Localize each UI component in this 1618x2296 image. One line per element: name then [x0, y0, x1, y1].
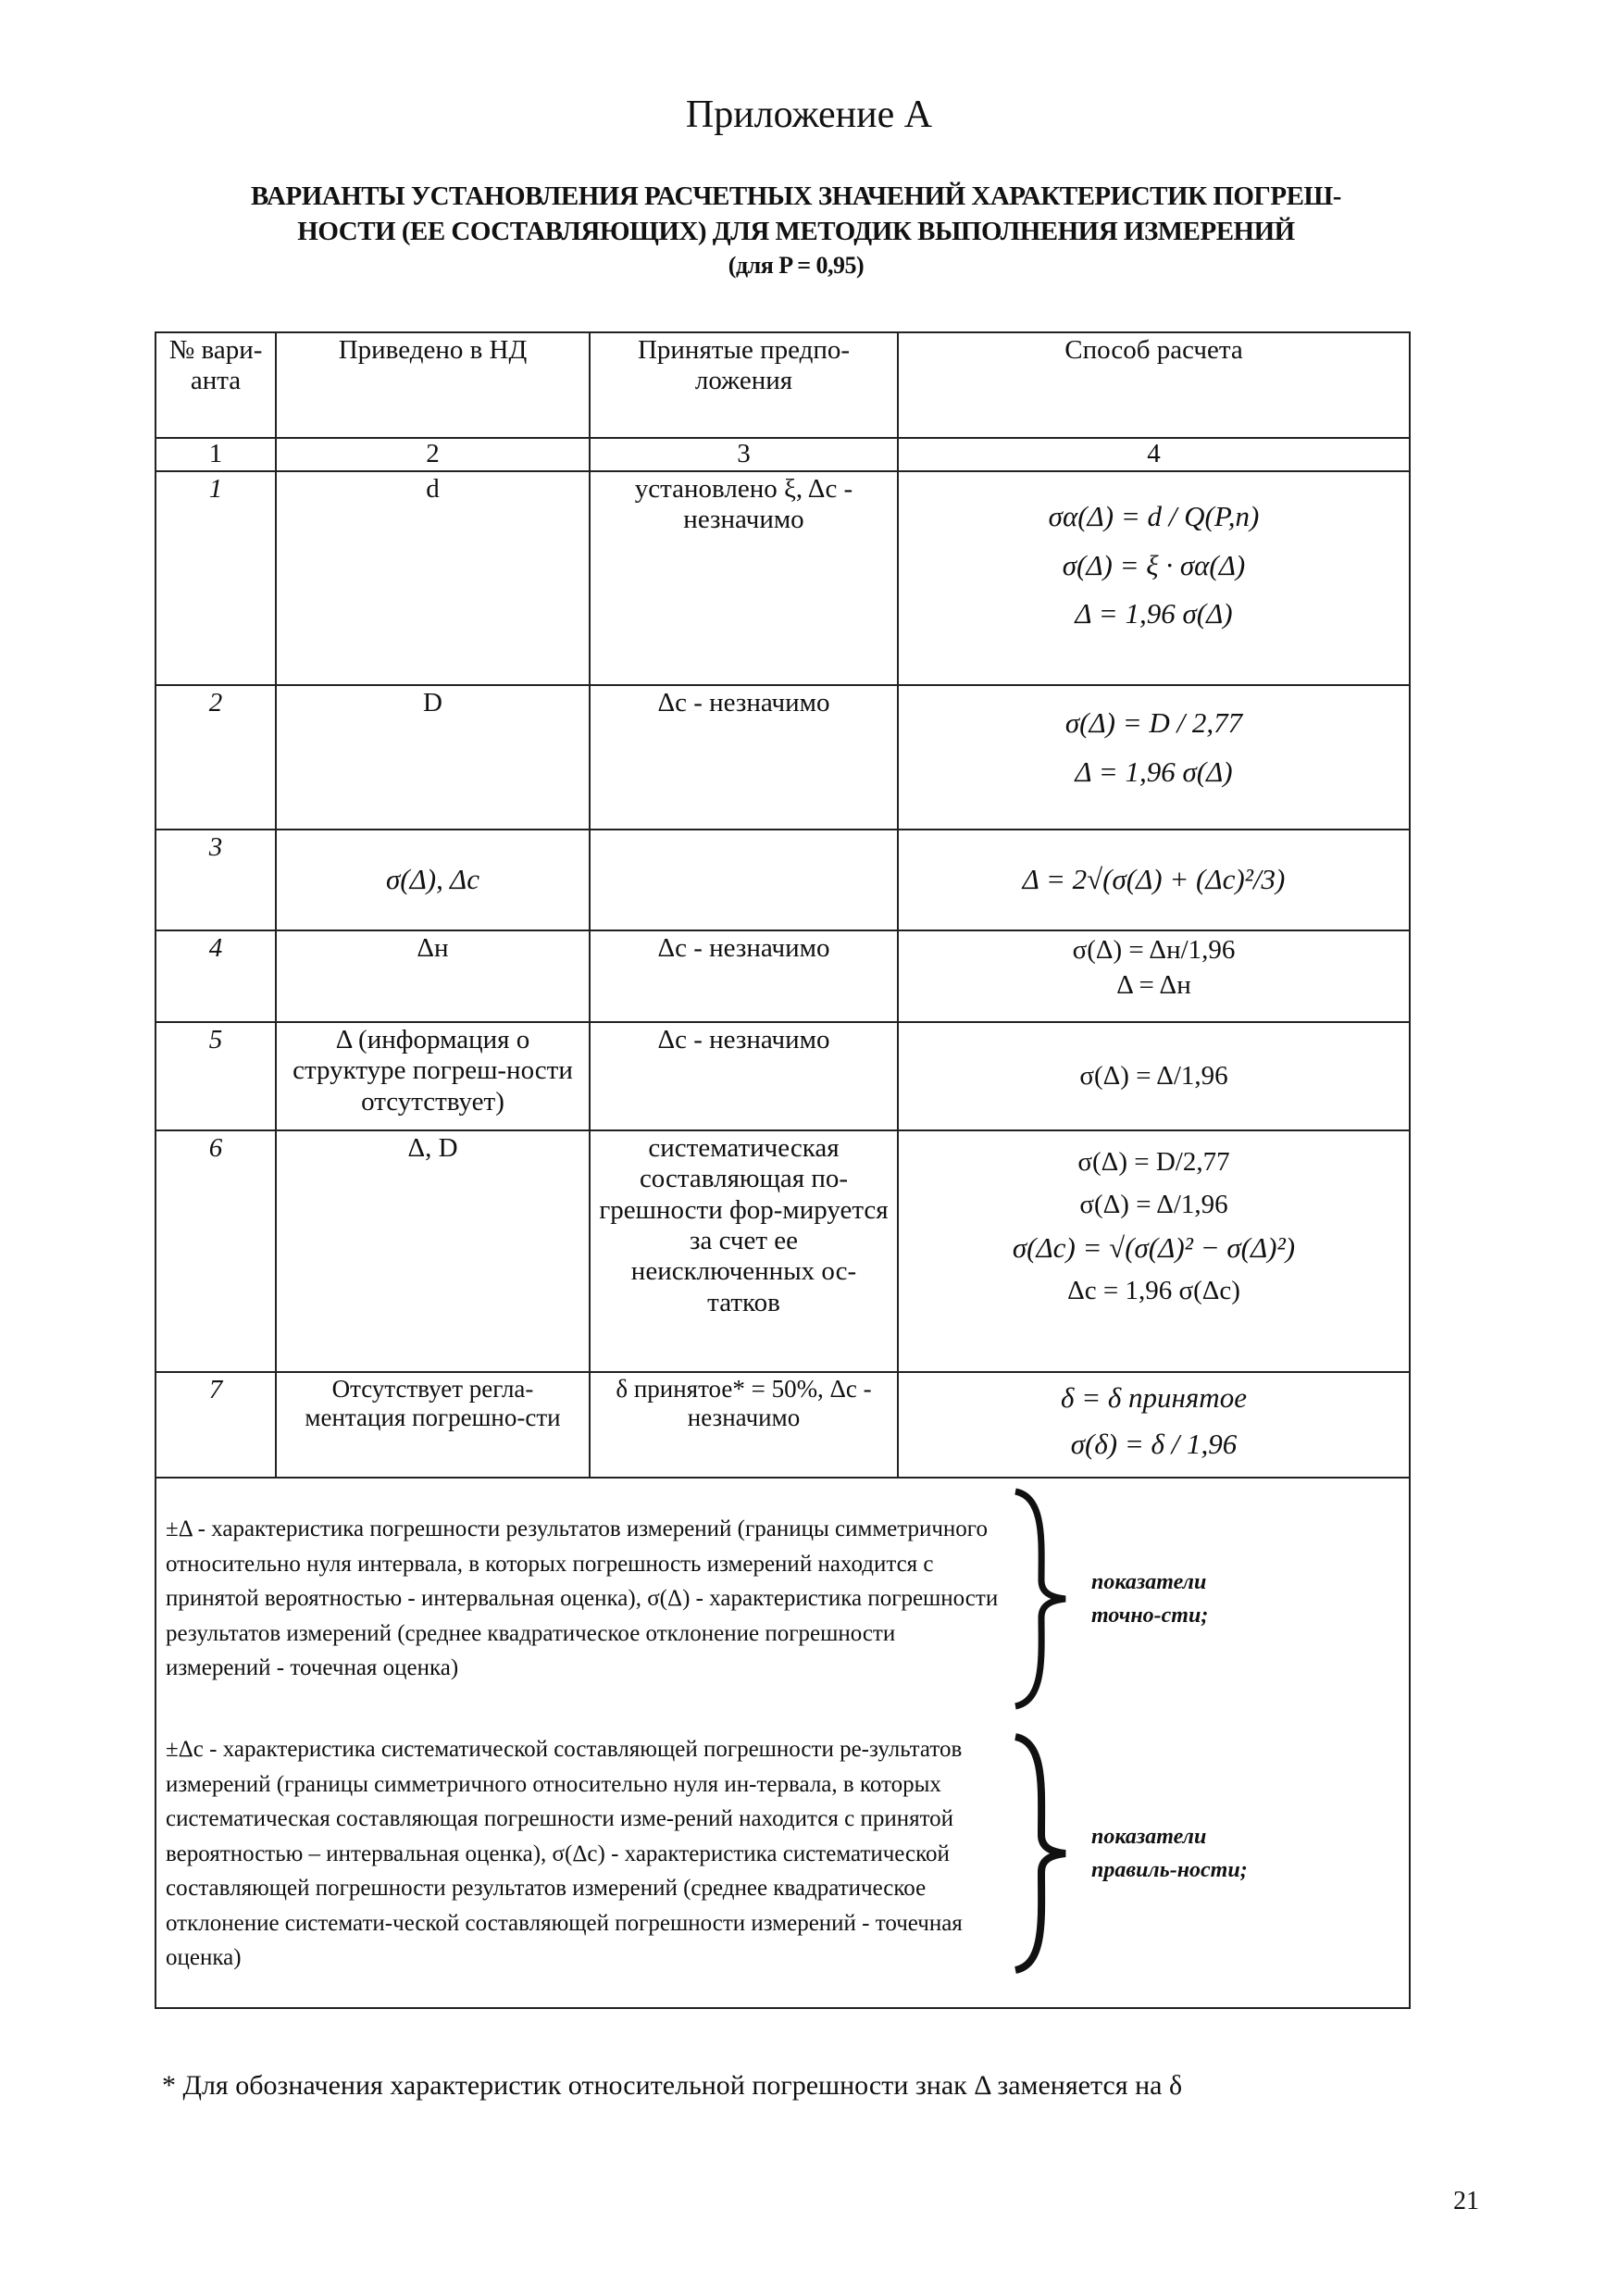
formula: Δс = 1,96 σ(Δс)	[1067, 1276, 1240, 1306]
assumption-cell: Δс - незначимо	[590, 685, 898, 830]
formula-cell	[898, 471, 1410, 685]
col-number: 4	[898, 438, 1410, 471]
table-row	[156, 830, 1410, 930]
assumption-cell: Δс - незначимо	[590, 1022, 898, 1130]
variant-number: 3	[156, 830, 276, 930]
accuracy-note: ±Δ - характеристика погрешности результатов измерений (границы симметричного относительно нуля интервала, в которых погрешность измерений находится с принятой вероятностью - интервальная оценка), σ(Δ) - характеристика погрешности результатов измерений (среднее квадратическое отклонение погрешности измерений - точечная оценка)	[166, 1516, 999, 1681]
variant-number: 4	[156, 930, 276, 1022]
header-number: № вари-анта	[156, 332, 276, 438]
given-cell: Δ (информация о структуре погреш-ности отсутствует)	[276, 1022, 590, 1130]
col-number: 1	[156, 438, 276, 471]
table-row	[156, 1130, 1410, 1372]
formula: δ = δ принятое	[1061, 1381, 1247, 1414]
formula: σ(Δ) = D/2,77	[1077, 1147, 1230, 1177]
correctness-block	[166, 1732, 1400, 1976]
correctness-note: ±Δс - характеристика систематической составляющей погрешности ре-зультатов измерений (границы симметричного относительно нуля ин-тервала, в которых систематическая составляющая погрешности изме-рений находится с принятой вероятностью – интервальная оценка), σ(Δс) - характеристика систематической составляющей погрешности результатов измерений (среднее квадратическое отклонение системати-ческой составляющей погрешности измерений - точечная оценка)	[166, 1737, 963, 1970]
formula: σ(Δ) = ξ · σα(Δ)	[1062, 548, 1246, 581]
column-numbers-row	[156, 438, 1410, 471]
formula-cell	[898, 1130, 1410, 1372]
variant-number: 2	[156, 685, 276, 830]
col-number: 2	[276, 438, 590, 471]
correctness-label: показатели правиль-ности;	[1091, 1825, 1248, 1883]
table-row	[156, 471, 1410, 685]
formula: σ(Δс) = √(σ(Δ)² − σ(Δ)²)	[1012, 1230, 1296, 1264]
given-cell: Δн	[276, 930, 590, 1022]
variant-number: 5	[156, 1022, 276, 1130]
formula-cell: σ(Δ) = Δ/1,96	[898, 1022, 1410, 1130]
formula-cell	[898, 685, 1410, 830]
page-number: 21	[1453, 2187, 1479, 2215]
formula-cell: Δ = 2√(σ(Δ) + (Δс)²/3)	[898, 830, 1410, 930]
brace-icon	[1008, 1488, 1073, 1710]
brace-icon	[1008, 1733, 1073, 1974]
header-given: Приведено в НД	[276, 332, 590, 438]
given-cell: Отсутствует регла-ментация погрешно-сти	[276, 1372, 590, 1478]
given-cell: σ(Δ), Δс	[276, 830, 590, 930]
assumption-cell: δ принятое* = 50%, Δс - незначимо	[590, 1372, 898, 1478]
heading-line-1: ВАРИАНТЫ УСТАНОВЛЕНИЯ РАСЧЕТНЫХ ЗНАЧЕНИЙ ХАРАКТЕРИСТИК ПОГРЕШ-	[251, 181, 1341, 211]
appendix-title: Приложение А	[685, 94, 933, 136]
formula: σα(Δ) = d / Q(P,n)	[1048, 500, 1260, 532]
assumption-cell: Δс - незначимо	[590, 930, 898, 1022]
accuracy-block	[166, 1488, 1400, 1710]
heading-line-3: (для P = 0,95)	[728, 252, 865, 279]
footnote: * Для обозначения характеристик относительной погрешности знак Δ заменяется на δ	[162, 2070, 1183, 2101]
heading-line-2: НОСТИ (ЕЕ СОСТАВЛЯЮЩИХ) ДЛЯ МЕТОДИК ВЫПОЛНЕНИЯ ИЗМЕРЕНИЙ	[297, 217, 1295, 246]
formula: σ(Δ) = Δ/1,96	[1079, 1190, 1228, 1220]
notes-cell	[156, 1478, 1410, 2008]
formula: Δ = 1,96 σ(Δ)	[1075, 597, 1233, 630]
variant-number: 6	[156, 1130, 276, 1372]
formula: Δ = 1,96 σ(Δ)	[1075, 755, 1233, 788]
given-cell: Δ, D	[276, 1130, 590, 1372]
variants-table	[155, 331, 1411, 2009]
assumption-cell: систематическая составляющая по-грешности фор-мируется за счет ее неисключенных ос-татков	[590, 1130, 898, 1372]
notes-row	[156, 1478, 1410, 2008]
formula: σ(Δ) = D / 2,77	[1064, 706, 1243, 739]
col-number: 3	[590, 438, 898, 471]
variant-number: 1	[156, 471, 276, 685]
table-row	[156, 1022, 1410, 1130]
accuracy-label: показатели точно-сти;	[1091, 1570, 1209, 1628]
formula: σ(Δ) = Δн/1,96	[1072, 935, 1236, 965]
formula: σ(δ) = δ / 1,96	[1070, 1427, 1238, 1460]
given-cell: d	[276, 471, 590, 685]
formula: Δ = Δн	[1116, 969, 1191, 1000]
formula-cell	[898, 1372, 1410, 1478]
assumption-cell: установлено ξ, Δс - незначимо	[590, 471, 898, 685]
variant-number: 7	[156, 1372, 276, 1478]
assumption-cell	[590, 830, 898, 930]
given-cell: D	[276, 685, 590, 830]
table-row	[156, 1372, 1410, 1478]
table-row	[156, 930, 1410, 1022]
header-method: Способ расчета	[898, 332, 1410, 438]
header-assumptions: Принятые предпо-ложения	[590, 332, 898, 438]
table-row	[156, 685, 1410, 830]
formula-cell	[898, 930, 1410, 1022]
header-row	[156, 332, 1410, 438]
